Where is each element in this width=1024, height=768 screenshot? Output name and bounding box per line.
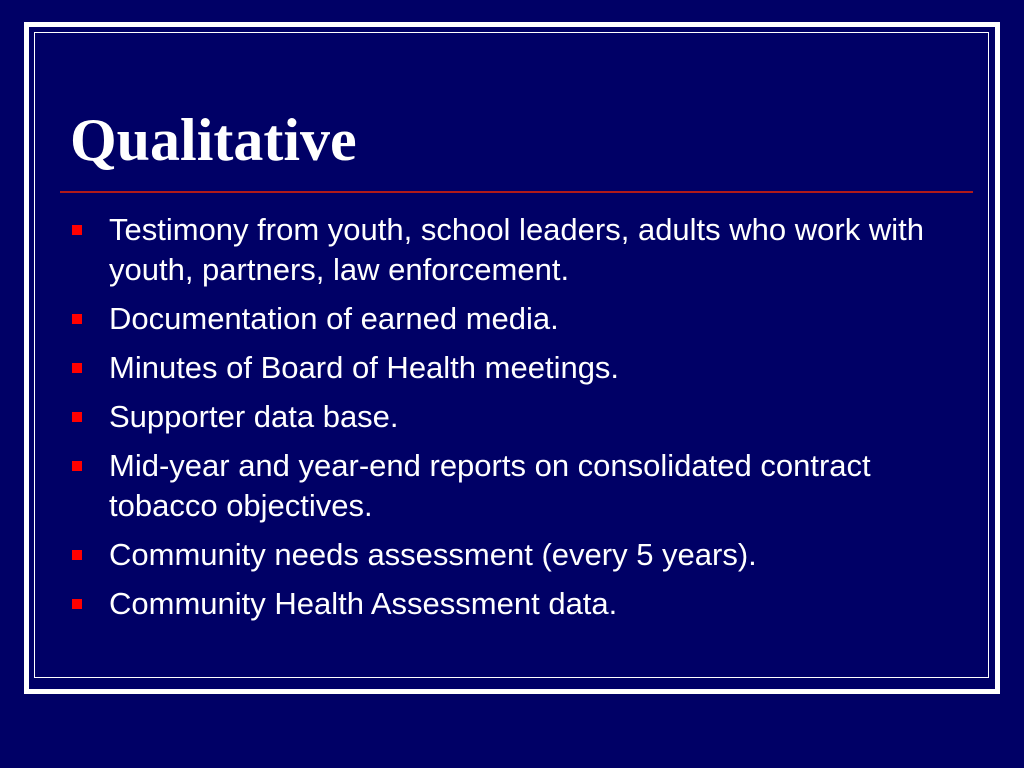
title-divider: [60, 191, 973, 193]
bullet-text: Community needs assessment (every 5 years).: [109, 537, 757, 572]
bullet-item: [72, 584, 962, 624]
bullet-item: [72, 299, 962, 339]
bullet-item: [72, 210, 962, 290]
bullet-text: Testimony from youth, school leaders, adults who work with youth, partners, law enforcement.: [109, 212, 924, 287]
bullet-text: Community Health Assessment data.: [109, 586, 618, 621]
bullet-list: [72, 210, 962, 633]
red-square-bullet-icon: [72, 225, 82, 235]
bullet-item: [72, 535, 962, 575]
red-square-bullet-icon: [72, 314, 82, 324]
red-square-bullet-icon: [72, 461, 82, 471]
bullet-item: [72, 446, 962, 526]
bullet-text: Minutes of Board of Health meetings.: [109, 350, 620, 385]
red-square-bullet-icon: [72, 599, 82, 609]
red-square-bullet-icon: [72, 550, 82, 560]
bullet-text: Mid-year and year-end reports on consolidated contract tobacco objectives.: [109, 448, 871, 523]
bullet-item: [72, 397, 962, 437]
bullet-text: Documentation of earned media.: [109, 301, 559, 336]
red-square-bullet-icon: [72, 363, 82, 373]
bullet-item: [72, 348, 962, 388]
slide-title: Qualitative: [70, 107, 357, 173]
red-square-bullet-icon: [72, 412, 82, 422]
bullet-text: Supporter data base.: [109, 399, 399, 434]
